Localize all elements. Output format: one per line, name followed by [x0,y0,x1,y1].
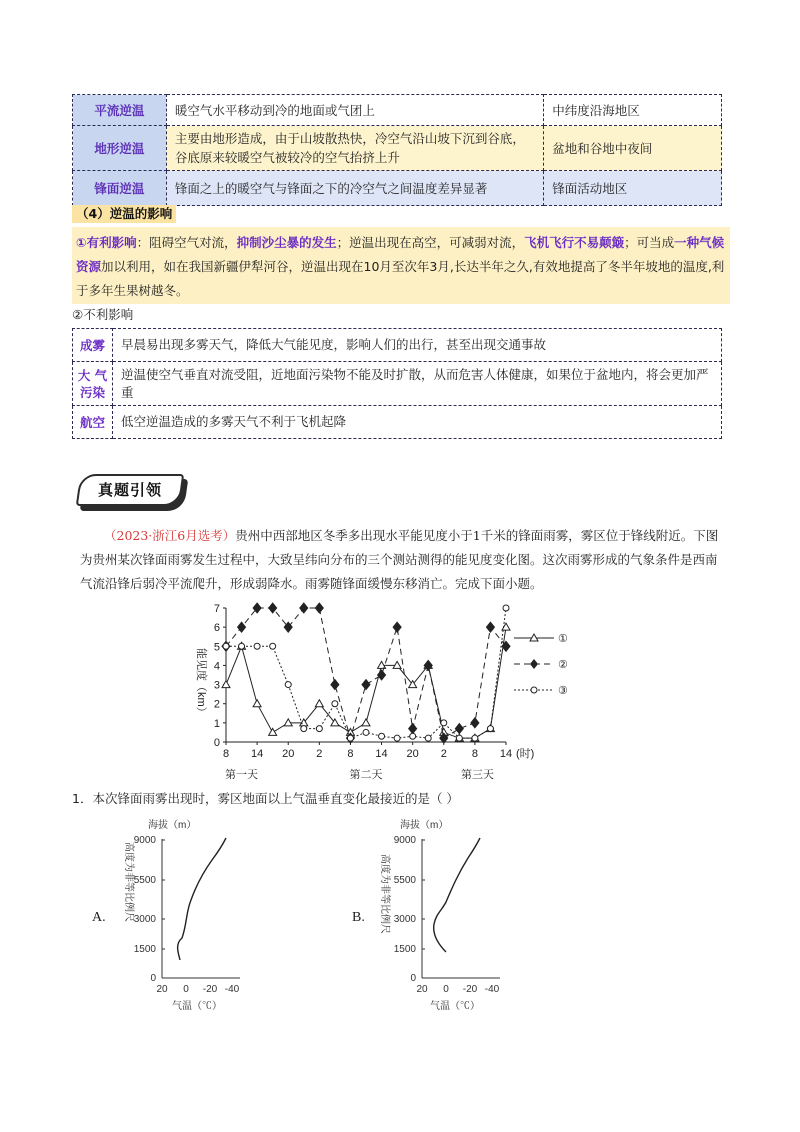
x-tick-label: 8 [347,748,354,760]
data-point [503,605,509,611]
type-label-line1: 大 气 [77,367,108,383]
type-label-line2: 污染 [79,384,105,400]
type-cell [73,362,113,406]
highlight-run: 飞机飞行不易颠簸 [524,235,625,250]
table-row [73,362,722,406]
y-tick-label: 3000 [393,914,416,925]
text-run: ：阻碍空气对流， [136,235,237,250]
option-b-temperature-profile [370,812,510,1022]
x-tick-label: -40 [484,984,500,995]
table-row [73,329,722,362]
x-tick-label: -40 [224,984,240,995]
data-point [253,700,261,707]
area-cell: 锋面活动地区 [544,171,722,206]
option-b-label: B. [352,910,365,925]
table-row [73,406,722,439]
data-point [362,719,370,726]
x-tick-label: -20 [202,984,218,995]
badge-label: 真题引领 [97,481,162,499]
data-point [393,622,401,632]
data-point [300,603,308,613]
exam-source: （2023·浙江6月选考） [104,528,236,543]
data-point [409,724,417,734]
temperature-curve [178,838,226,960]
data-point [254,643,260,649]
y-tick-label: 3000 [133,914,156,925]
x-tick-label: 0 [443,984,449,995]
unfavorable-effects-table [72,328,722,439]
text-run: 加以利用，如在我国新疆伊犁河谷，逆温出现在10月至次年3月,长达半年之久,有效地提高了冬半年坡地的温度,利于多年生果树越冬。 [76,259,725,298]
profile-side-label: 高度为非等比例尺 [379,854,390,934]
x-tick-label: 0 [183,984,189,995]
legend-label: ③ [558,685,568,697]
data-point [270,643,276,649]
data-point [223,643,229,649]
y-tick-label: 5500 [393,875,416,886]
x-tick-label: 2 [440,748,447,760]
y-tick-label: 1 [213,717,220,730]
y-tick-label: 1500 [393,944,416,955]
y-axis-label: 能见度（km） [195,648,207,718]
data-point [394,735,400,741]
day-label: 第二天 [349,769,383,781]
x-tick-label: 14 [375,748,388,760]
question-1: 1．本次锋面雨雾出现时，雾区地面以上气温垂直变化最接近的是（ ） [72,791,459,806]
data-point [315,700,323,707]
x-tick-label: 8 [222,748,230,760]
legend-label: ① [558,633,568,645]
highlight-run: 抑制沙尘暴的发生 [236,235,337,250]
desc-cell: 暖空气水平移动到冷的地面或气团上 [166,95,543,126]
temperature-curve [434,838,480,952]
day-label: 第一天 [225,769,259,781]
desc-cell: 锋面之上的暖空气与锋面之下的冷空气之间温度差异显著 [166,171,543,206]
unfavorable-heading: ②不利影响 [72,307,134,322]
area-cell: 中纬度沿海地区 [544,95,722,126]
y-tick-label: 0 [150,973,156,984]
data-point [331,680,339,690]
data-point [269,603,277,613]
data-point [487,726,493,732]
y-tick-label: 1500 [133,944,156,955]
x-tick-label: 20 [406,748,419,760]
data-point [239,643,245,649]
y-tick-label: 3 [213,679,220,692]
legend-marker [530,659,538,669]
option-a-label: A. [92,910,106,925]
data-point [410,733,416,739]
desc-cell: 低空逆温造成的多雾天气不利于飞机起降 [113,406,722,439]
x-tick-label: 20 [416,984,428,995]
data-point [362,680,370,690]
data-point [456,735,462,741]
option-a-temperature-profile [112,812,252,1022]
data-point [471,718,479,728]
data-point [222,681,230,688]
inversion-types-table [72,94,722,206]
desc-cell: 主要由地形造成，由于山坡散热快，冷空气沿山坡下沉到谷底，谷底原来较暖空气被较冷的空气抬挤上升 [166,126,543,171]
data-point [472,735,478,741]
x-tick-label: 20 [156,984,168,995]
x-axis-label: 气温（℃） [430,1001,480,1012]
table-row [73,95,722,126]
x-axis-unit: (时) [516,748,535,760]
visibility-chart [190,598,568,784]
x-tick-label: 2 [316,748,323,760]
day-label: 第三天 [460,769,494,781]
x-tick-label: 14 [250,748,264,760]
text-run: ；可当成 [624,235,675,250]
section-badge [78,474,188,512]
data-point [455,724,463,734]
area-cell: 盆地和谷地中夜间 [544,126,722,171]
data-point [486,622,494,632]
y-tick-label: 0 [410,973,416,984]
data-point [332,701,338,707]
desc-cell: 逆温使空气垂直对流受阻，近地面污染物不能及时扩散，从而危害人体健康，如果位于盆地内，将会更加严重 [113,362,722,406]
data-point [285,682,291,688]
data-point [316,726,322,732]
x-tick-label: 14 [499,748,513,760]
legend-label: ② [558,659,568,671]
y-tick-label: 5 [213,641,220,654]
x-axis-label: 气温（℃） [172,1001,222,1012]
data-point [315,603,323,613]
y-tick-label: 5500 [133,875,156,886]
type-cell: 平流逆温 [73,95,167,126]
text-run: ；逆温出现在高空，可减弱对流， [336,235,525,250]
data-point [441,720,447,726]
y-tick-label: 6 [213,622,220,635]
y-tick-label: 7 [213,603,220,615]
y-tick-label: 9000 [133,835,156,846]
profile-title: 海拔（m） [400,820,449,831]
data-point [284,719,292,726]
highlight-run: 一种气候资源 [76,235,725,274]
favorable-heading: ①有利影响 [76,235,137,250]
profile-title: 海拔（m） [148,820,197,831]
favorable-effects-paragraph [72,227,730,304]
y-tick-label: 9000 [393,835,416,846]
type-cell: 航空 [73,406,113,439]
type-cell: 成雾 [73,329,113,362]
data-point [379,733,385,739]
profile-side-label: 高度为非等比例尺 [123,842,134,922]
data-point [363,729,369,735]
data-point [425,735,431,741]
desc-cell: 早晨易出现多雾天气，降低大气能见度，影响人们的出行，甚至出现交通事故 [113,329,722,362]
x-tick-label: 20 [282,748,295,760]
data-point [301,726,307,732]
y-tick-label: 4 [213,660,220,673]
question-intro [80,524,728,596]
x-tick-label: -20 [462,984,478,995]
y-tick-label: 2 [213,698,220,711]
x-tick-label: 8 [471,748,478,760]
data-point [347,735,353,741]
table-row [73,171,722,206]
intro-text: 贵州中西部地区冬季多出现水平能见度小于1千米的锋面雨雾，雾区位于锋线附近。下图为贵州某次锋面雨雾发生过程中，大致呈纬向分布的三个测站测得的能见度变化图。这次雨雾形成的气象条件是西南气流沿锋后弱冷平流爬升，形成弱降水。雨雾随锋面缓慢东移消亡。完成下面小题。 [80,528,719,591]
data-point [378,670,386,680]
table-row [73,126,722,171]
y-tick-label: 0 [213,737,220,749]
type-cell: 地形逆温 [73,126,167,171]
type-cell: 锋面逆温 [73,171,167,206]
legend-marker [531,687,537,693]
data-point [269,728,277,735]
section-heading: （4）逆温的影响 [72,205,176,223]
